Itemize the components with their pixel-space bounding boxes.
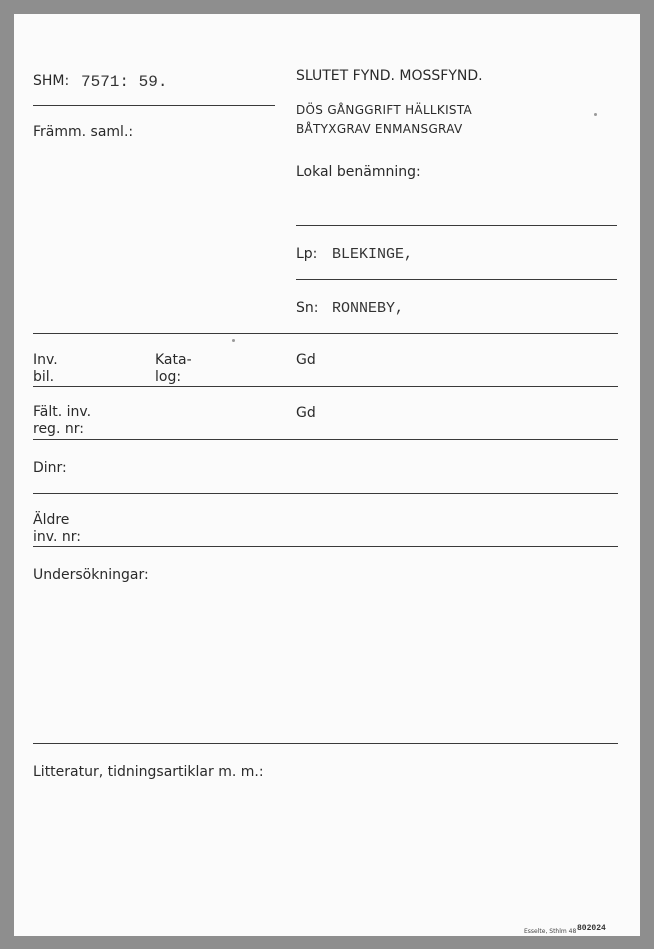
catalog-card xyxy=(14,14,640,936)
undersokningar-label: Undersökningar: xyxy=(33,567,149,583)
find-types: SLUTET FYND. MOSSFYND. xyxy=(296,68,483,84)
framm-saml-label: Främm. saml.: xyxy=(33,124,134,140)
falt-inv-label-1: Fält. inv. xyxy=(33,404,92,420)
gd-label-2: Gd xyxy=(296,405,316,421)
shm-rule xyxy=(33,105,275,106)
lp-label: Lp: xyxy=(296,246,318,262)
inv-label-1: Inv. xyxy=(33,352,58,368)
lp-rule xyxy=(296,279,617,280)
aldre-label-1: Äldre xyxy=(33,512,70,528)
katalog-label-1: Kata- xyxy=(155,352,192,368)
printer-mark: Esselte, Sthlm 48 xyxy=(524,928,577,935)
gd-label-1: Gd xyxy=(296,352,316,368)
sn-label: Sn: xyxy=(296,300,319,316)
form-number: 802024 xyxy=(577,924,606,933)
dinr-rule xyxy=(33,493,618,494)
speck xyxy=(594,113,597,116)
section-rule-1 xyxy=(33,333,618,334)
aldre-rule xyxy=(33,546,618,547)
falt-rule xyxy=(33,439,618,440)
lokal-benamning-label: Lokal benämning: xyxy=(296,164,421,180)
katalog-label-2: log: xyxy=(155,369,182,385)
sn-value: RONNEBY, xyxy=(332,300,405,317)
lp-value: BLEKINGE, xyxy=(332,246,414,263)
grave-types-line-2: BÅTYXGRAV ENMANSGRAV xyxy=(296,122,463,136)
aldre-label-2: inv. nr: xyxy=(33,529,81,545)
grave-types-line-1: DÖS GÅNGGRIFT HÄLLKISTA xyxy=(296,103,473,117)
speck xyxy=(232,339,235,342)
shm-value: 7571: 59. xyxy=(81,73,168,91)
dinr-label: Dinr: xyxy=(33,460,67,476)
lokal-rule xyxy=(296,225,617,226)
shm-label: SHM: xyxy=(33,73,70,89)
inv-rule xyxy=(33,386,618,387)
undersokningar-rule xyxy=(33,743,618,744)
litteratur-label: Litteratur, tidningsartiklar m. m.: xyxy=(33,764,264,780)
inv-label-2: bil. xyxy=(33,369,55,385)
falt-inv-label-2: reg. nr: xyxy=(33,421,84,437)
